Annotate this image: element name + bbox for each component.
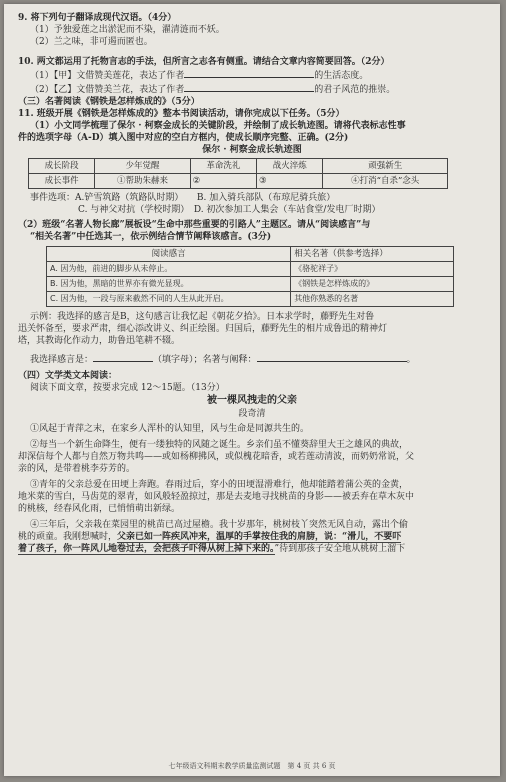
table-cell: 革命洗礼 [190,159,256,174]
table-cell: 《骆驼祥子》 [291,262,454,277]
article-paragraph-4-line-3 [18,543,486,555]
example-line-1: 示例：我选择的感言是B，这句感言让我忆起《朝花夕拾》。日本求学时，藤野先生对鲁 [30,312,375,322]
q11-task1-line-2: 件的选项字母（A-D）填入图中对应的空白方框内，使成长顺序完整、正确。(2分) [18,133,349,143]
page-content [18,12,486,555]
column-header: 阅读感言 [47,247,291,262]
article-paragraph-4-line-2 [18,531,486,543]
article-paragraph-3-line-2: 地米菜的雪白，马齿苋的翠青，如风般轻盈掠过，那是去麦地寻找桃苗的身影——被丢弃在草木灰中 [18,492,415,502]
table-cell: ①帮助朱赫来 [95,174,190,189]
p4-underlined-sentence-cont: 着了孩子，你一阵风儿地卷过去，会把孩子吓得从树上掉下来的。 [18,544,275,554]
article-paragraph-4-line-1: ④三年后，父亲栽在菜园里的桃苗已高过屋檐。我十岁那年，桃树枝丫突然无风自动，露出个偷 [30,520,409,530]
table-row [47,262,454,277]
options-label: 事件选项： [30,193,76,203]
q10-answer-blank-1[interactable] [184,68,314,78]
table-cell: ④打消“自杀”念头 [323,174,448,189]
q10-answer-blank-2[interactable] [184,82,314,92]
p4-text-cont: ”待到那孩子安全地从桃树上溜下 [274,544,406,554]
column-header: 相关名著（供参考选择） [291,247,454,262]
table-cell: 战火淬炼 [257,159,323,174]
article-paragraph-2-line-3: 亲的风，是带着桃李芬芳的。 [18,464,136,474]
table-cell: B. 因为他，黑暗的世界亦有微光显现。 [47,277,291,292]
reading-instruction: 阅读下面文章，按要求完成 12～15题。（13分） [30,383,225,393]
growth-track-table [28,158,448,189]
example-line-3: 塔，其教诲化作动力，助鲁迅笔耕不辍。 [18,336,181,346]
event-options-line-2 [18,204,486,216]
q10-b-suffix: 的君子风范的推崇。 [314,85,396,95]
table-cell: 成长阶段 [29,159,95,174]
table-row [47,277,454,292]
event-options-line-1 [18,192,486,204]
table-cell: 《钢铁是怎样炼成的》 [291,277,454,292]
article-paragraph-2-line-2: 却深信每个人都与自然万物共鸣——或如杨柳拂风，或似槐花暗香，或若莲动清波，而奶奶常说，父 [18,452,415,462]
table-cell: 顽强新生 [323,159,448,174]
option-b: B. 加入骑兵部队（布琼尼骑兵旅） [196,193,336,203]
page-footer: 七年级语文科期末教学质量监测试题 第 4 页 共 6 页 [168,762,336,770]
q10-blank-line-2 [18,82,486,96]
table-row [29,159,448,174]
q11-task2-line-2: “相关名著”中任选其一，依示例结合情节阐释该感言。(3分) [30,232,272,242]
table-cell: A. 因为他，前进的脚步从未停止。 [47,262,291,277]
article-paragraph-2-line-1: ②每当一个新生命降生，便有一缕独特的风随之诞生。乡亲们虽不懂葵辞里大王之雄风的典故， [30,440,409,450]
q10-a-suffix: 的生活态度。 [314,71,369,81]
p4-text: 桃的顽童。我刚想喊时， [18,532,118,542]
table-cell: 少年觉醒 [95,159,190,174]
option-a: A.铲雪筑路（筑路队时期） [75,193,179,203]
example-line-2: 迅关怀备至，要求严肃，细心添改讲义、纠正绘图。归国后，藤野先生的相片成鲁迅的精神灯 [18,324,388,334]
exam-page [4,4,500,776]
q11-task2-line-1: （2）班级“名著人物长廊”展板设“生命中那些重要的引路人”主题区。请从“阅读感言”与 [18,220,371,230]
q9-sentence-1: （1）予独爱莲之出淤泥而不染，濯清涟而不妖。 [30,25,225,35]
q10-a-prefix: （1）【甲】文借赞美莲花，表达了作者 [30,71,185,81]
question-10-title: 10. 两文都运用了托物言志的手法，但所言之志各有侧重。请结合文章内容简要回答。（2分） [18,57,390,67]
table-row [29,174,448,189]
question-11-title: 11. 班级开展《钢铁是怎样炼成的》整本书阅读活动，请你完成以下任务。（5分） [18,109,345,119]
answer-middle: （填字母）；名著与阐释： [153,355,257,365]
q9-sentence-2: （2）兰之味，非可遏而匿也。 [30,37,153,47]
answer-cell-2[interactable]: ② [190,174,256,189]
section-3-heading: （三）名著阅读《钢铁是怎样炼成的》（5分） [18,97,200,107]
article-title: 被一棵风拽走的父亲 [207,395,297,406]
answer-line [18,352,486,366]
answer-end: 。 [406,355,416,365]
answer-cell-3[interactable]: ③ [257,174,323,189]
article-paragraph-3-line-1: ③青年的父亲总爱在田埂上奔跑。春雨过后，穿小的田埂湿滑难行，他却能踏着蒲公英的金黄， [30,480,409,490]
section-4-heading: （四）文学类文本阅读： [18,371,118,381]
growth-chart-title: 保尔 · 柯察金成长轨迹图 [202,145,302,155]
q10-b-prefix: （2）【乙】文借赞美兰花，表达了作者 [30,85,185,95]
table-cell: C. 因为他，一段与原来截然不同的人生从此开启。 [47,292,291,307]
explanation-answer-blank[interactable] [257,352,407,362]
q10-blank-line-1 [18,68,486,82]
table-header-row [47,247,454,262]
article-author: 段奇清 [238,409,266,419]
option-d: D. 初次参加工人集会（车站食堂/发电厂时期） [193,205,381,215]
article-paragraph-1: ①风起于青萍之末，在家乡人浑朴的认知里，风与生命是同源共生的。 [30,424,310,434]
question-9-title: 9. 将下列句子翻译成现代汉语。（4分） [18,13,177,23]
answer-prefix: 我选择感言是： [30,355,94,365]
article-paragraph-3-line-3: 的桃核，经春风化雨，已悄悄萌出新绿。 [18,504,181,514]
letter-answer-blank[interactable] [93,352,153,362]
table-cell: 其他你熟悉的名著 [291,292,454,307]
table-cell: 成长事件 [29,174,95,189]
q11-task1-line-1: （1）小文同学梳理了保尔 · 柯察金成长的关键阶段，并绘制了成长轨迹图。请将代表标志性事 [30,121,406,131]
reading-quote-table [46,246,454,307]
table-row [47,292,454,307]
p4-underlined-sentence: 父亲已如一阵疾风冲来，温厚的手掌按住我的肩膀，说：“滑儿，不要吓 [117,532,402,542]
option-c: C. 与神父对抗（学校时期） [78,205,185,215]
